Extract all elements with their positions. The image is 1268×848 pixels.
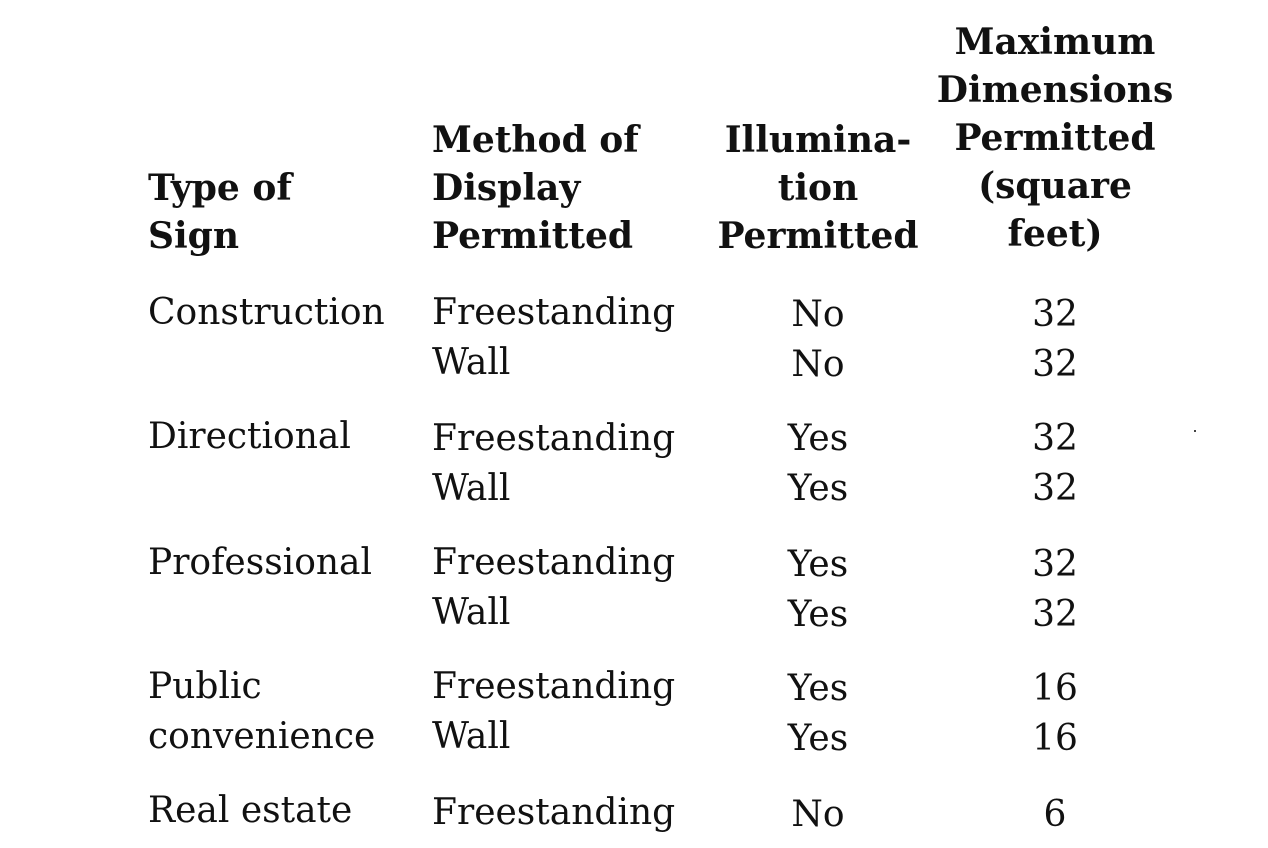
- cell-illumination: No: [791, 344, 845, 385]
- cell-illumination: No: [791, 794, 845, 835]
- cell-max-dimensions: 32: [1032, 418, 1078, 459]
- cell-method: Wall: [432, 716, 511, 757]
- cell-method: Wall: [432, 592, 511, 633]
- cell-illumination: Yes: [787, 544, 849, 585]
- cell-illumination: Yes: [787, 668, 849, 709]
- header-illumination: Illumina- tion Permitted: [717, 119, 919, 257]
- cell-illumination: Yes: [787, 718, 849, 759]
- header-method-of-display: Method of Display Permitted: [432, 119, 639, 257]
- cell-max-dimensions: 6: [1043, 794, 1067, 835]
- cell-method: Freestanding: [432, 292, 676, 333]
- cell-max-dimensions: 32: [1032, 594, 1078, 635]
- cell-illumination: No: [791, 294, 845, 335]
- cell-type: Directional: [148, 416, 351, 457]
- header-maximum-dimensions: Maximum Dimensions Permitted (square feet): [936, 21, 1174, 255]
- cell-illumination: Yes: [787, 468, 849, 509]
- cell-max-dimensions: 32: [1032, 468, 1078, 509]
- cell-max-dimensions: 16: [1032, 718, 1078, 759]
- cell-illumination: Yes: [787, 418, 849, 459]
- cell-method: Wall: [432, 468, 511, 509]
- header-type-of-sign: Type of Sign: [148, 167, 292, 257]
- cell-max-dimensions: 32: [1032, 544, 1078, 585]
- scan-speck: [1194, 430, 1196, 432]
- cell-max-dimensions: 16: [1032, 668, 1078, 709]
- cell-method: Freestanding: [432, 542, 676, 583]
- cell-illumination: Yes: [787, 594, 849, 635]
- cell-method: Freestanding: [432, 792, 676, 833]
- cell-type: Construction: [148, 292, 385, 333]
- cell-method: Wall: [432, 342, 511, 383]
- cell-max-dimensions: 32: [1032, 344, 1078, 385]
- cell-type: Professional: [148, 542, 373, 583]
- cell-type: Real estate: [148, 790, 353, 831]
- cell-type: Public: [148, 666, 262, 707]
- cell-type: convenience: [148, 716, 376, 757]
- cell-max-dimensions: 32: [1032, 294, 1078, 335]
- cell-method: Freestanding: [432, 666, 676, 707]
- cell-method: Freestanding: [432, 418, 676, 459]
